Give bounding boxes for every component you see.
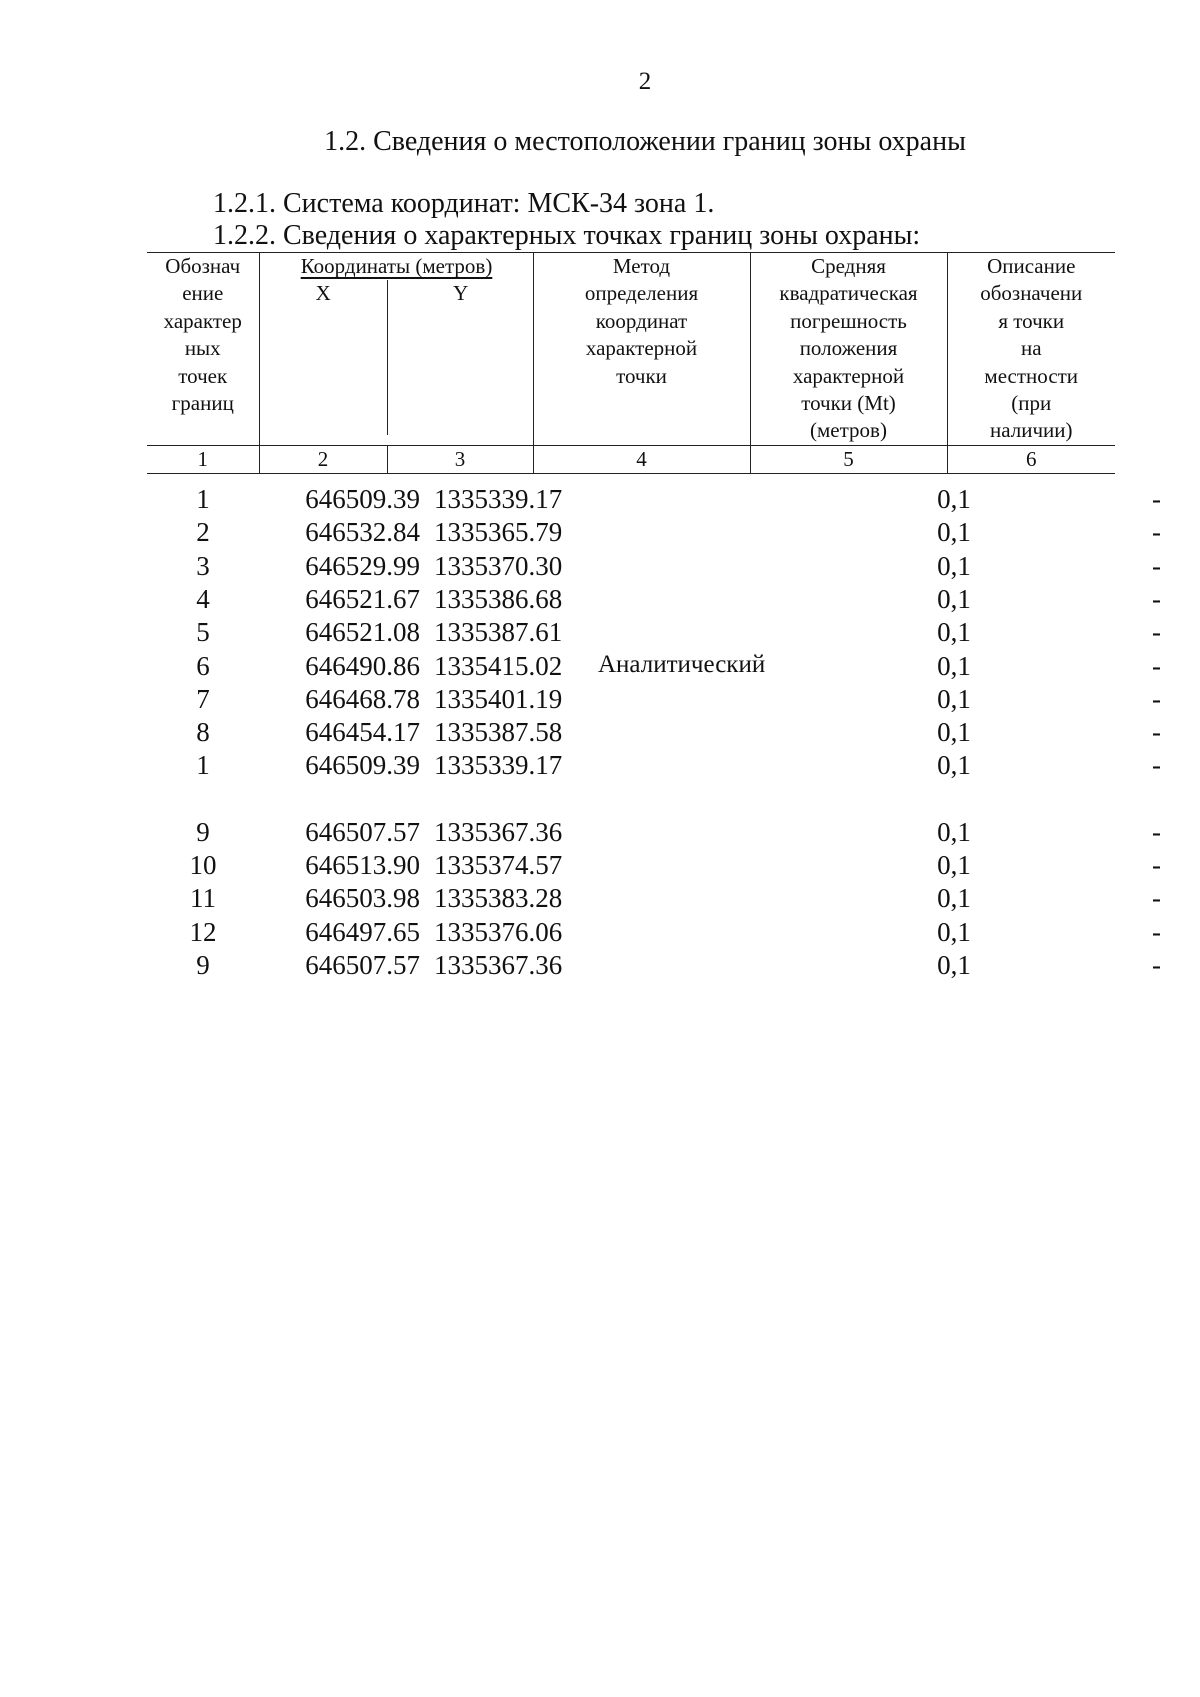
y-coordinate: 1335339.17 [434, 484, 563, 514]
point-number: 9 [196, 949, 210, 980]
y-coordinate: 1335401.19 [434, 683, 563, 714]
x-coordinate: 646509.39 [305, 750, 420, 781]
description-value: - [1152, 816, 1161, 847]
x-coordinate: 646521.08 [305, 617, 420, 648]
column-number: 1 [147, 445, 259, 473]
description-value: - [1152, 683, 1161, 714]
accuracy-value: 0,1 [937, 850, 971, 880]
header-coordinates [259, 253, 533, 446]
column-number: 5 [750, 445, 947, 473]
table-row [147, 550, 1161, 584]
table-row [147, 617, 1161, 650]
accuracy-value: 0,1 [937, 717, 971, 748]
accuracy-value: 0,1 [937, 650, 971, 681]
description-value: - [1152, 650, 1161, 681]
table-row [147, 850, 1161, 883]
header-point-designation: Обознач ение характер ных точек границ [147, 253, 259, 446]
table-row [147, 583, 1161, 617]
accuracy-value: 0,1 [937, 949, 971, 980]
point-number: 1 [196, 750, 210, 781]
x-coordinate: 646454.17 [305, 717, 420, 748]
x-coordinate: 646468.78 [305, 683, 420, 714]
description-value: - [1152, 583, 1161, 614]
x-coordinate: 646507.57 [305, 816, 420, 847]
table-row [147, 750, 1161, 783]
description-value: - [1152, 883, 1161, 914]
y-coordinate: 1335367.36 [434, 816, 563, 847]
description-value: - [1152, 517, 1161, 548]
table-row [147, 717, 1161, 750]
table-row [147, 949, 1161, 983]
x-coordinate: 646529.99 [305, 550, 420, 581]
point-number: 3 [196, 550, 210, 581]
accuracy-value: 0,1 [937, 883, 971, 914]
y-coordinate: 1335383.28 [434, 883, 563, 914]
accuracy-value: 0,1 [937, 550, 971, 581]
accuracy-value: 0,1 [937, 750, 971, 781]
accuracy-value: 0,1 [937, 617, 971, 648]
description-value: - [1152, 717, 1161, 748]
y-coordinate: 1335370.30 [434, 550, 563, 581]
header-y: Y [453, 281, 469, 306]
y-coordinate: 1335415.02 [434, 650, 563, 681]
header-x: X [260, 280, 388, 435]
description-value: - [1152, 916, 1161, 947]
header-method: Метод определения координат характерной точки [533, 253, 750, 446]
x-coordinate: 646503.98 [305, 883, 420, 914]
y-coordinate: 1335365.79 [434, 517, 563, 548]
point-number: 2 [196, 517, 210, 548]
x-coordinate: 646532.84 [305, 517, 420, 548]
y-coordinate: 1335387.61 [434, 617, 563, 648]
y-coordinate: 1335367.36 [434, 949, 563, 980]
table-row [147, 816, 1161, 850]
point-number: 12 [189, 916, 217, 947]
point-number: 11 [190, 883, 216, 914]
description-value: - [1152, 550, 1161, 581]
column-number: 2 [259, 445, 387, 473]
column-number: 4 [533, 445, 750, 473]
point-number: 1 [196, 484, 210, 514]
point-number: 10 [189, 850, 217, 880]
point-number: 7 [196, 683, 210, 714]
point-number: 4 [196, 583, 210, 614]
accuracy-value: 0,1 [937, 484, 971, 514]
header-accuracy: Средняя квадратическая погрешность положения характерной точки (Mt) (метров) [750, 253, 947, 446]
table-row [147, 683, 1161, 717]
column-numbers-row [147, 445, 1115, 473]
x-coordinate: 646513.90 [305, 850, 420, 880]
x-coordinate: 646509.39 [305, 484, 420, 514]
coordinates-title: Координаты (метров) [300, 254, 493, 278]
y-coordinate: 1335386.68 [434, 583, 563, 614]
accuracy-value: 0,1 [937, 916, 971, 947]
point-number: 6 [196, 650, 210, 681]
y-coordinate: 1335376.06 [434, 916, 563, 947]
page-number: 2 [638, 68, 652, 95]
table-row [147, 484, 1161, 517]
accuracy-value: 0,1 [937, 683, 971, 714]
description-value: - [1152, 850, 1161, 880]
column-number: 6 [947, 445, 1115, 473]
boundary-points-line: 1.2.2. Сведения о характерных точках границ зоны охраны: [213, 220, 921, 251]
table-row [147, 916, 1161, 950]
header-description: Описание обозначени я точки на местности (при наличии) [947, 253, 1115, 446]
accuracy-value: 0,1 [937, 816, 971, 847]
y-coordinate: 1335374.57 [434, 850, 563, 880]
column-number: 3 [387, 445, 533, 473]
section-heading: 1.2. Сведения о местоположении границ зоны охраны [324, 126, 966, 157]
x-coordinate: 646507.57 [305, 949, 420, 980]
description-value: - [1152, 484, 1161, 514]
y-coordinate: 1335387.58 [434, 717, 563, 748]
x-coordinate: 646497.65 [305, 916, 420, 947]
table-row [147, 883, 1161, 916]
accuracy-value: 0,1 [937, 583, 971, 614]
coordinate-system-line: 1.2.1. Система координат: МСК-34 зона 1. [213, 188, 715, 219]
point-number: 8 [196, 717, 210, 748]
x-coordinate: 646490.86 [305, 650, 420, 681]
description-value: - [1152, 617, 1161, 648]
accuracy-value: 0,1 [937, 517, 971, 548]
table-row [147, 517, 1161, 550]
x-coordinate: 646521.67 [305, 583, 420, 614]
table-header [147, 252, 1115, 474]
point-number: 9 [196, 816, 210, 847]
y-coordinate: 1335339.17 [434, 750, 563, 781]
method-value: Аналитический [598, 651, 766, 678]
description-value: - [1152, 949, 1161, 980]
point-number: 5 [196, 617, 210, 648]
description-value: - [1152, 750, 1161, 781]
